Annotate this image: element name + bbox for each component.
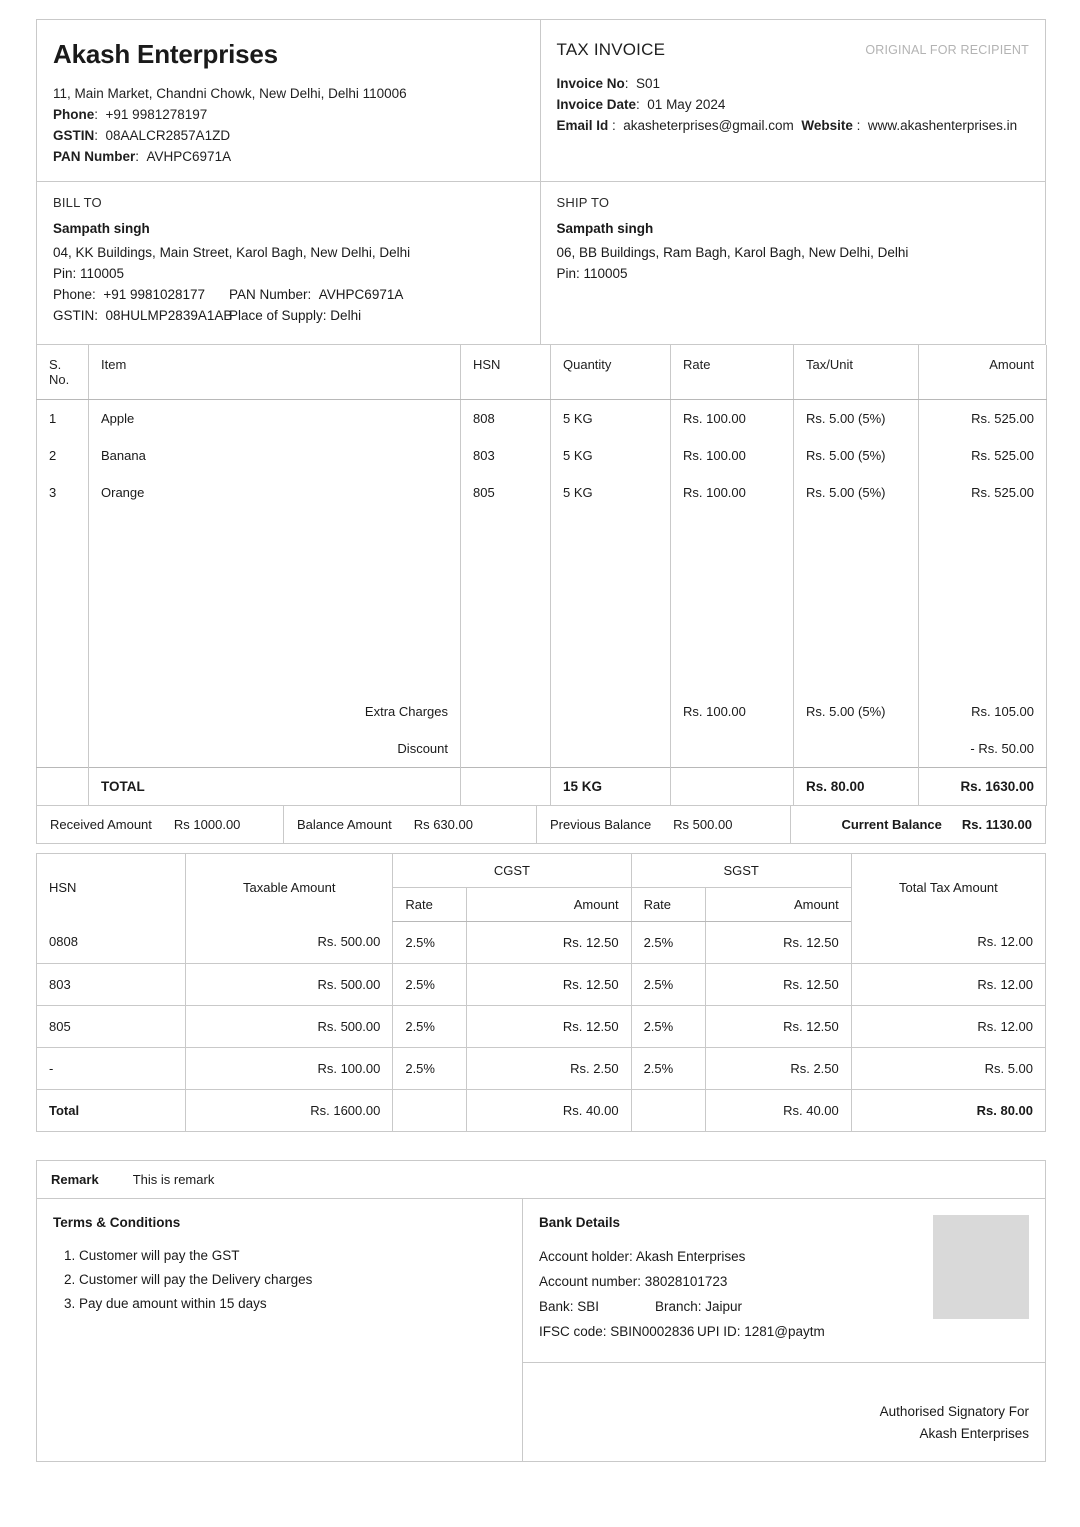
tax-row-hsn: 0808 <box>37 921 186 963</box>
seller-gstin-label: GSTIN <box>53 127 95 143</box>
tax-row-total-tax: Rs. 12.00 <box>851 921 1045 963</box>
bill-to-block <box>37 182 541 344</box>
bill-to-address: 04, KK Buildings, Main Street, Karol Bagh, New Delhi, Delhi <box>53 244 411 260</box>
tax-row-cgst-amount: Rs. 12.50 <box>467 963 631 1005</box>
tax-row-sgst-rate: 2.5% <box>631 1047 705 1089</box>
table-row <box>37 437 1047 474</box>
bank-signature-column <box>523 1199 1045 1461</box>
item-hsn: 808 <box>461 399 551 437</box>
tax-col-cgst-amount: Amount <box>467 887 631 921</box>
item-qty: 5 KG <box>551 399 671 437</box>
invoice-email-value: akasheterprises@gmail.com <box>623 118 794 133</box>
footer-columns <box>37 1199 1045 1461</box>
extra-charges-amount: Rs. 105.00 <box>919 693 1047 730</box>
tax-row-taxable: Rs. 500.00 <box>186 1005 393 1047</box>
invoice-website-value: www.akashenterprises.in <box>867 118 1018 133</box>
tax-row-hsn: 805 <box>37 1005 186 1047</box>
items-col-quantity: Quantity <box>551 345 671 400</box>
bill-to-pan <box>229 284 403 305</box>
items-filler-row <box>37 511 1047 693</box>
bill-to-phone-value: +91 9981028177 <box>103 286 206 302</box>
seller-block <box>37 20 541 181</box>
bill-to-pin: Pin: 110005 <box>53 265 125 281</box>
seller-gstin-value: 08AALCR2857A1ZD <box>105 127 231 143</box>
tax-group-cgst: CGST <box>393 853 631 887</box>
invoice-email-label: Email Id <box>556 118 609 133</box>
item-tax-unit: Rs. 5.00 (5%) <box>794 474 919 511</box>
bill-to-gstin-label: GSTIN: <box>53 307 99 323</box>
current-balance-label: Current Balance <box>841 816 942 832</box>
tax-total-cgst-rate <box>393 1089 467 1131</box>
terms-list <box>53 1244 506 1316</box>
item-hsn: 803 <box>461 437 551 474</box>
extra-charges-row <box>37 693 1047 730</box>
item-sno: 1 <box>49 410 57 426</box>
tax-row-cgst-rate: 2.5% <box>393 1047 467 1089</box>
tax-row-sgst-amount: Rs. 12.50 <box>705 921 851 963</box>
balance-strip <box>36 806 1046 844</box>
received-amount-value: Rs 1000.00 <box>173 816 241 832</box>
invoice-title-row <box>557 40 1030 60</box>
bill-to-phone-pan-row <box>53 284 524 305</box>
tax-row-cgst-amount: Rs. 2.50 <box>467 1047 631 1089</box>
bank-account-number: Account number: 38028101723 <box>539 1273 728 1289</box>
signature-line-1: Authorised Signatory For <box>879 1403 1029 1419</box>
seller-gstin-row: GSTIN: 08AALCR2857A1ZD <box>53 127 231 143</box>
item-sno: 2 <box>49 447 57 463</box>
extra-charges-tax-unit: Rs. 5.00 (5%) <box>794 693 919 730</box>
tax-total-sgst-rate <box>631 1089 705 1131</box>
item-amount: Rs. 525.00 <box>919 437 1047 474</box>
item-qty: 5 KG <box>551 437 671 474</box>
items-total-amount: Rs. 1630.00 <box>919 767 1047 805</box>
item-qty: 5 KG <box>551 474 671 511</box>
bank-details-block <box>523 1199 1045 1363</box>
item-rate: Rs. 100.00 <box>671 437 794 474</box>
ship-to-pin: Pin: 110005 <box>556 265 628 281</box>
items-header-row <box>37 345 1047 400</box>
tax-table-head <box>37 853 1046 921</box>
balance-amount-label: Balance Amount <box>297 816 392 832</box>
invoice-website-label: Website <box>801 118 853 133</box>
item-rate: Rs. 100.00 <box>671 474 794 511</box>
bill-to-place-of-supply: Place of Supply: Delhi <box>229 307 362 323</box>
tax-table-body <box>37 921 1046 1131</box>
bill-to-gstin-pos-row <box>53 305 524 326</box>
tax-col-sgst-amount: Amount <box>705 887 851 921</box>
previous-balance-value: Rs 500.00 <box>673 816 733 832</box>
items-col-tax-unit: Tax/Unit <box>794 345 919 400</box>
invoice-header <box>36 19 1046 182</box>
items-col-rate: Rate <box>671 345 794 400</box>
bank-account-holder: Account holder: Akash Enterprises <box>539 1248 746 1264</box>
tax-total-sgst-amount: Rs. 40.00 <box>705 1089 851 1131</box>
invoice-no-label: Invoice No <box>556 76 625 91</box>
bank-title: Bank Details <box>539 1214 621 1230</box>
items-col-hsn: HSN <box>461 345 551 400</box>
parties-section <box>36 182 1046 345</box>
bill-to-pan-value: AVHPC6971A <box>318 286 404 302</box>
bill-to-gstin-value: 08HULMP2839A1AB <box>105 307 233 323</box>
invoice-title: TAX INVOICE <box>556 40 666 59</box>
seller-phone-value: +91 9981278197 <box>105 106 208 122</box>
items-total-qty: 15 KG <box>551 767 671 805</box>
list-item: 1. Customer will pay the GST <box>79 1244 506 1268</box>
invoice-contact-row: Email Id : akasheterprises@gmail.com Website : www.akashenterprises.in <box>556 118 1018 133</box>
tax-row-sgst-amount: Rs. 2.50 <box>705 1047 851 1089</box>
current-balance-value: Rs. 1130.00 <box>961 816 1032 832</box>
tax-row-sgst-amount: Rs. 12.50 <box>705 1005 851 1047</box>
item-rate: Rs. 100.00 <box>671 399 794 437</box>
table-row <box>37 1047 1046 1089</box>
invoice-copy-type: ORIGINAL FOR RECIPIENT <box>865 43 1029 57</box>
invoice-date-label: Invoice Date <box>556 97 637 112</box>
items-col-item: Item <box>89 345 461 400</box>
invoice-meta-block <box>541 20 1046 181</box>
previous-balance-label: Previous Balance <box>550 816 652 832</box>
tax-row-total-tax: Rs. 5.00 <box>851 1047 1045 1089</box>
tax-col-hsn: HSN <box>49 879 77 895</box>
tax-header-group-row <box>37 853 1046 887</box>
item-name: Orange <box>89 474 461 511</box>
tax-total-cgst-amount: Rs. 40.00 <box>467 1089 631 1131</box>
tax-row-hsn: - <box>37 1047 186 1089</box>
remark-value: This is remark <box>132 1171 215 1187</box>
company-name: Akash Enterprises <box>53 39 278 69</box>
tax-group-sgst: SGST <box>631 853 851 887</box>
previous-balance-cell <box>537 805 791 843</box>
ship-to-address: 06, BB Buildings, Ram Bagh, Karol Bagh, New Delhi, Delhi <box>556 244 909 260</box>
tax-row-sgst-rate: 2.5% <box>631 921 705 963</box>
bank-upi: UPI ID: 1281@paytm <box>697 1323 825 1339</box>
table-row <box>37 474 1047 511</box>
items-table-head <box>37 345 1047 400</box>
tax-row-cgst-rate: 2.5% <box>393 921 467 963</box>
discount-row <box>37 730 1047 768</box>
tax-row-cgst-amount: Rs. 12.50 <box>467 921 631 963</box>
items-total-tax: Rs. 80.00 <box>794 767 919 805</box>
list-item: 3. Pay due amount within 15 days <box>79 1292 506 1316</box>
seller-address: 11, Main Market, Chandni Chowk, New Delhi, Delhi 110006 <box>53 85 407 101</box>
tax-row-total-tax: Rs. 12.00 <box>851 963 1045 1005</box>
item-hsn: 805 <box>461 474 551 511</box>
tax-row-taxable: Rs. 500.00 <box>186 963 393 1005</box>
invoice-date-value: 01 May 2024 <box>647 97 726 112</box>
tax-row-hsn: 803 <box>37 963 186 1005</box>
bill-to-pan-label: PAN Number: <box>229 286 312 302</box>
items-col-amount: Amount <box>919 345 1047 400</box>
items-total-row <box>37 767 1047 805</box>
ship-to-heading: SHIP TO <box>556 194 610 210</box>
tax-row-total-tax: Rs. 12.00 <box>851 1005 1045 1047</box>
tax-row-cgst-amount: Rs. 12.50 <box>467 1005 631 1047</box>
item-name: Apple <box>89 399 461 437</box>
balance-amount-cell <box>284 805 537 843</box>
invoice-no-value: S01 <box>636 76 661 91</box>
bank-ifsc: IFSC code: SBIN0002836 <box>539 1323 695 1339</box>
list-item: 2. Customer will pay the Delivery charges <box>79 1268 506 1292</box>
invoice-sheet <box>36 19 1046 1462</box>
balance-amount-value: Rs 630.00 <box>413 816 473 832</box>
extra-charges-rate: Rs. 100.00 <box>671 693 794 730</box>
tax-total-total-tax: Rs. 80.00 <box>851 1089 1045 1131</box>
item-amount: Rs. 525.00 <box>919 399 1047 437</box>
tax-row-sgst-amount: Rs. 12.50 <box>705 963 851 1005</box>
tax-col-sgst-rate: Rate <box>631 887 705 921</box>
items-table <box>36 345 1047 806</box>
remark-label: Remark <box>51 1171 99 1187</box>
tax-row-cgst-rate: 2.5% <box>393 1005 467 1047</box>
tax-col-taxable: Taxable Amount <box>186 853 393 921</box>
tax-row-sgst-rate: 2.5% <box>631 963 705 1005</box>
signature-block <box>523 1363 1045 1461</box>
current-balance-cell <box>791 805 1045 843</box>
remark-row <box>37 1161 1045 1199</box>
seller-pan-value: AVHPC6971A <box>146 148 232 164</box>
table-row <box>37 1005 1046 1047</box>
tax-total-label: Total <box>49 1102 80 1118</box>
terms-block <box>37 1199 523 1461</box>
table-row <box>37 399 1047 437</box>
seller-phone-label: Phone <box>53 106 95 122</box>
bill-to-name: Sampath singh <box>53 220 150 236</box>
bank-name-branch-row <box>539 1294 923 1319</box>
table-row <box>37 963 1046 1005</box>
received-amount-cell <box>37 805 284 843</box>
bank-name: Bank: SBI <box>539 1298 600 1314</box>
item-sno: 3 <box>49 484 57 500</box>
tax-row-taxable: Rs. 500.00 <box>186 921 393 963</box>
item-tax-unit: Rs. 5.00 (5%) <box>794 437 919 474</box>
ship-to-block <box>541 182 1046 344</box>
ship-to-name: Sampath singh <box>556 220 654 236</box>
signature-line-2: Akash Enterprises <box>919 1425 1029 1441</box>
received-amount-label: Received Amount <box>50 816 152 832</box>
item-amount: Rs. 525.00 <box>919 474 1047 511</box>
seller-pan-label: PAN Number <box>53 148 136 164</box>
bill-to-gstin <box>53 305 233 326</box>
bank-lines <box>539 1215 923 1344</box>
table-row <box>37 921 1046 963</box>
tax-row-cgst-rate: 2.5% <box>393 963 467 1005</box>
items-table-body <box>37 399 1047 805</box>
seller-phone-row: Phone: +91 9981278197 <box>53 106 208 122</box>
discount-label: Discount <box>89 730 461 768</box>
bill-to-phone-label: Phone: <box>53 286 96 302</box>
tax-col-total-tax: Total Tax Amount <box>851 853 1045 921</box>
bill-to-heading: BILL TO <box>53 194 102 210</box>
invoice-no-row: Invoice No: S01 <box>556 76 661 91</box>
bank-ifsc-upi-row <box>539 1319 923 1344</box>
items-total-label: TOTAL <box>89 767 461 805</box>
bill-to-phone <box>53 284 229 305</box>
tax-summary-table <box>36 853 1046 1132</box>
item-name: Banana <box>89 437 461 474</box>
tax-total-row <box>37 1089 1046 1131</box>
footer-block <box>36 1160 1046 1462</box>
invoice-date-row: Invoice Date: 01 May 2024 <box>556 97 726 112</box>
item-tax-unit: Rs. 5.00 (5%) <box>794 399 919 437</box>
seller-pan-row: PAN Number: AVHPC6971A <box>53 148 232 164</box>
bank-branch: Branch: Jaipur <box>655 1298 743 1314</box>
tax-total-taxable: Rs. 1600.00 <box>186 1089 393 1131</box>
tax-row-sgst-rate: 2.5% <box>631 1005 705 1047</box>
terms-title: Terms & Conditions <box>53 1214 181 1230</box>
tax-row-taxable: Rs. 100.00 <box>186 1047 393 1089</box>
extra-charges-label: Extra Charges <box>89 693 461 730</box>
discount-amount: - Rs. 50.00 <box>919 730 1047 768</box>
signature-image-placeholder <box>933 1215 1029 1319</box>
items-col-sno: S. No. <box>37 345 89 400</box>
tax-col-cgst-rate: Rate <box>393 887 467 921</box>
